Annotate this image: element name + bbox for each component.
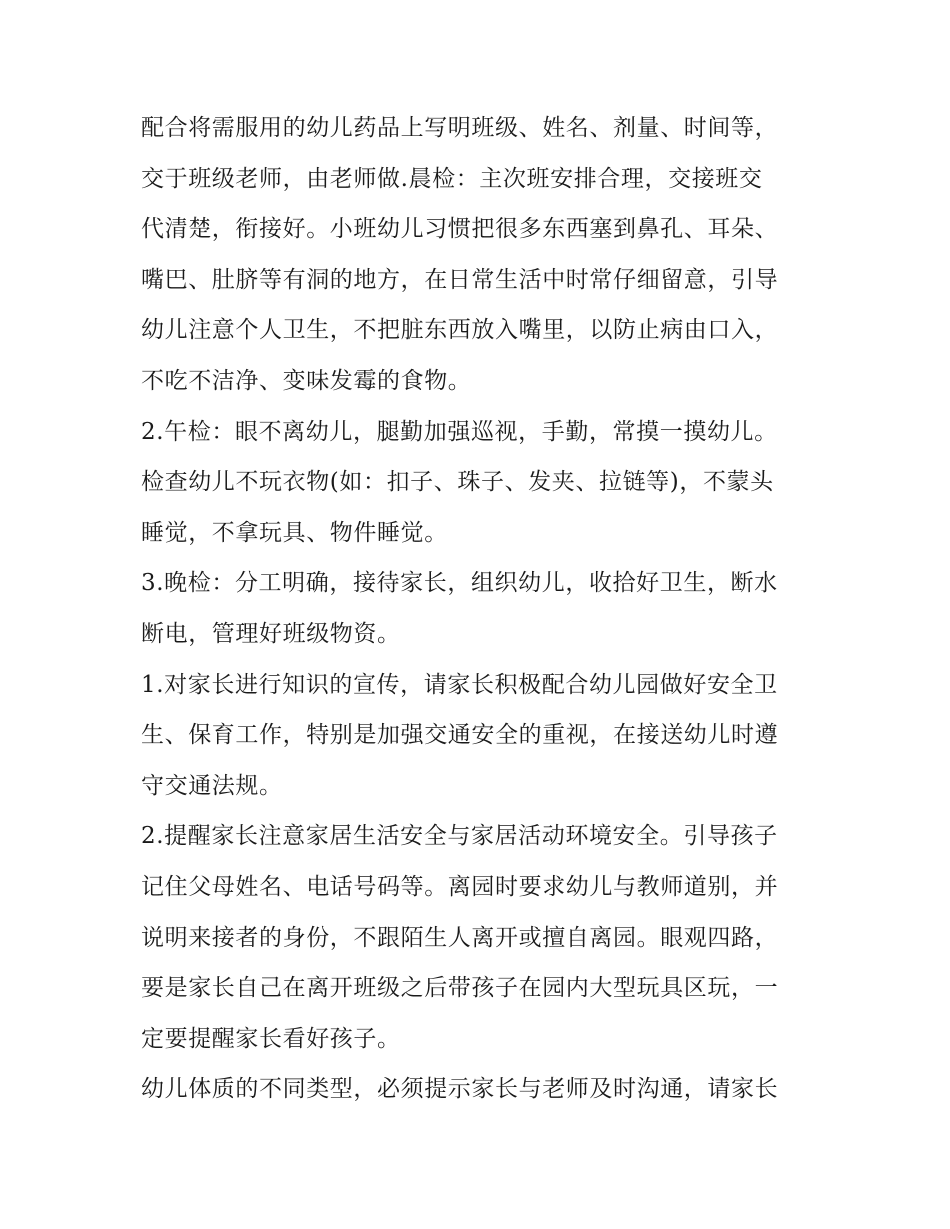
text-line: 要是家长自己在离开班级之后带孩子在园内大型玩具区玩，一 bbox=[141, 975, 779, 1002]
text-line: 2.提醒家长注意家居生活安全与家居活动环境安全。引导孩子 bbox=[141, 823, 778, 850]
text-line: 幼儿体质的不同类型，必须提示家长与老师及时沟通，请家长 bbox=[141, 1076, 779, 1103]
text-line: 嘴巴、肚脐等有洞的地方，在日常生活中时常仔细留意，引导 bbox=[141, 266, 779, 293]
text-line: 3.晚检：分工明确，接待家长，组织幼儿，收拾好卫生，断水 bbox=[141, 570, 778, 597]
text-line: 守交通法规。 bbox=[141, 772, 283, 799]
text-line: 检查幼儿不玩衣物(如：扣子、珠子、发夹、拉链等)，不蒙头 bbox=[141, 469, 774, 496]
text-line: 生、保育工作，特别是加强交通安全的重视，在接送幼儿时遵 bbox=[141, 722, 779, 749]
text-line: 代清楚，衔接好。小班幼儿习惯把很多东西塞到鼻孔、耳朵、 bbox=[141, 216, 779, 243]
text-line: 断电，管理好班级物资。 bbox=[141, 620, 401, 647]
text-line: 2.午检：眼不离幼儿，腿勤加强巡视，手勤，常摸一摸幼儿。 bbox=[141, 418, 778, 445]
text-line: 定要提醒家长看好孩子。 bbox=[141, 1025, 401, 1052]
text-line: 不吃不洁净、变味发霉的食物。 bbox=[141, 367, 472, 394]
text-line: 说明来接者的身份，不跟陌生人离开或擅自离园。眼观四路， bbox=[141, 924, 779, 951]
document-body bbox=[141, 103, 821, 1115]
text-line: 记住父母姓名、电话号码等。离园时要求幼儿与教师道别，并 bbox=[141, 873, 779, 900]
text-line: 睡觉，不拿玩具、物件睡觉。 bbox=[141, 519, 448, 546]
text-line: 配合将需服用的幼儿药品上写明班级、姓名、剂量、时间等， bbox=[141, 115, 779, 141]
text-line: 交于班级老师，由老师做.晨检：主次班安排合理，交接班交 bbox=[141, 165, 763, 192]
text-line: 幼儿注意个人卫生，不把脏东西放入嘴里，以防止病由口入， bbox=[141, 317, 779, 344]
text-line: 1.对家长进行知识的宣传，请家长积极配合幼儿园做好安全卫 bbox=[141, 671, 778, 698]
